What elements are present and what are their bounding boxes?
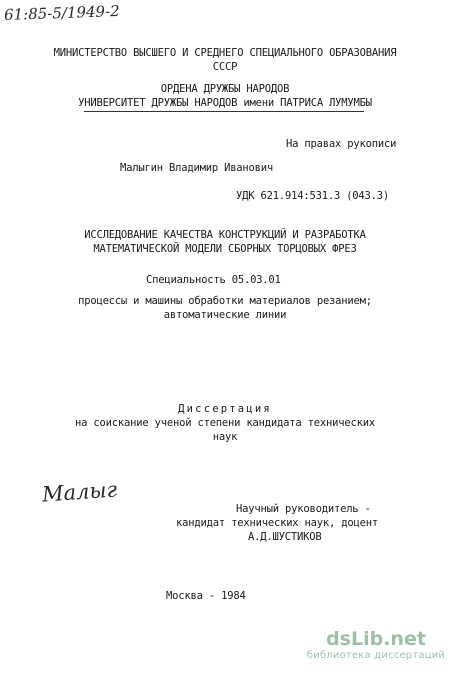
handwritten-catalog-code: 61:85-5/1949-2	[3, 1, 120, 25]
dissertation-degree-2: наук	[212, 431, 238, 443]
supervisor-degree: кандидат технических наук, доцент	[176, 517, 379, 529]
university-name: УНИВЕРСИТЕТ ДРУЖБЫ НАРОДОВ имени ПАТРИСА ЛУМУМБЫ	[78, 97, 372, 109]
specialty-description-1: процессы и машины обработки материалов резанием;	[78, 295, 372, 307]
university-order: ОРДЕНА ДРУЖБЫ НАРОДОВ	[160, 83, 290, 95]
supervisor-name: А.Д.ШУСТИКОВ	[248, 531, 322, 543]
city-year: Москва - 1984	[166, 590, 246, 602]
dissertation-heading: Диссертация	[178, 403, 272, 415]
title-line-1: ИССЛЕДОВАНИЕ КАЧЕСТВА КОНСТРУКЦИЙ И РАЗРАБОТКА	[84, 229, 366, 241]
dslib-watermark	[306, 628, 446, 662]
author-name: Малыгин Владимир Иванович	[120, 162, 274, 174]
watermark-subtitle: библиотека диссертаций	[306, 650, 446, 661]
handwritten-signature: Малыг	[41, 477, 118, 507]
udk-code: УДК 621.914:531.3 (043.3)	[236, 190, 390, 202]
ministry-line-2: СССР	[212, 61, 238, 73]
supervisor-title: Научный руководитель -	[236, 503, 371, 515]
dissertation-degree-1: на соискание ученой степени кандидата технических	[75, 417, 375, 429]
watermark-logo: dsLib.net	[326, 628, 426, 650]
specialty-description-2: автоматические линии	[163, 309, 287, 321]
university-underline	[84, 111, 364, 112]
ministry-line-1: МИНИСТЕРСТВО ВЫСШЕГО И СРЕДНЕГО СПЕЦИАЛЬНОГО ОБРАЗОВАНИЯ	[53, 47, 397, 59]
manuscript-note: На правах рукописи	[286, 138, 397, 150]
title-line-2: МАТЕМАТИЧЕСКОЙ МОДЕЛИ СБОРНЫХ ТОРЦОВЫХ ФРЕЗ	[93, 243, 357, 255]
specialty-code: Специальность 05.03.01	[146, 274, 281, 286]
